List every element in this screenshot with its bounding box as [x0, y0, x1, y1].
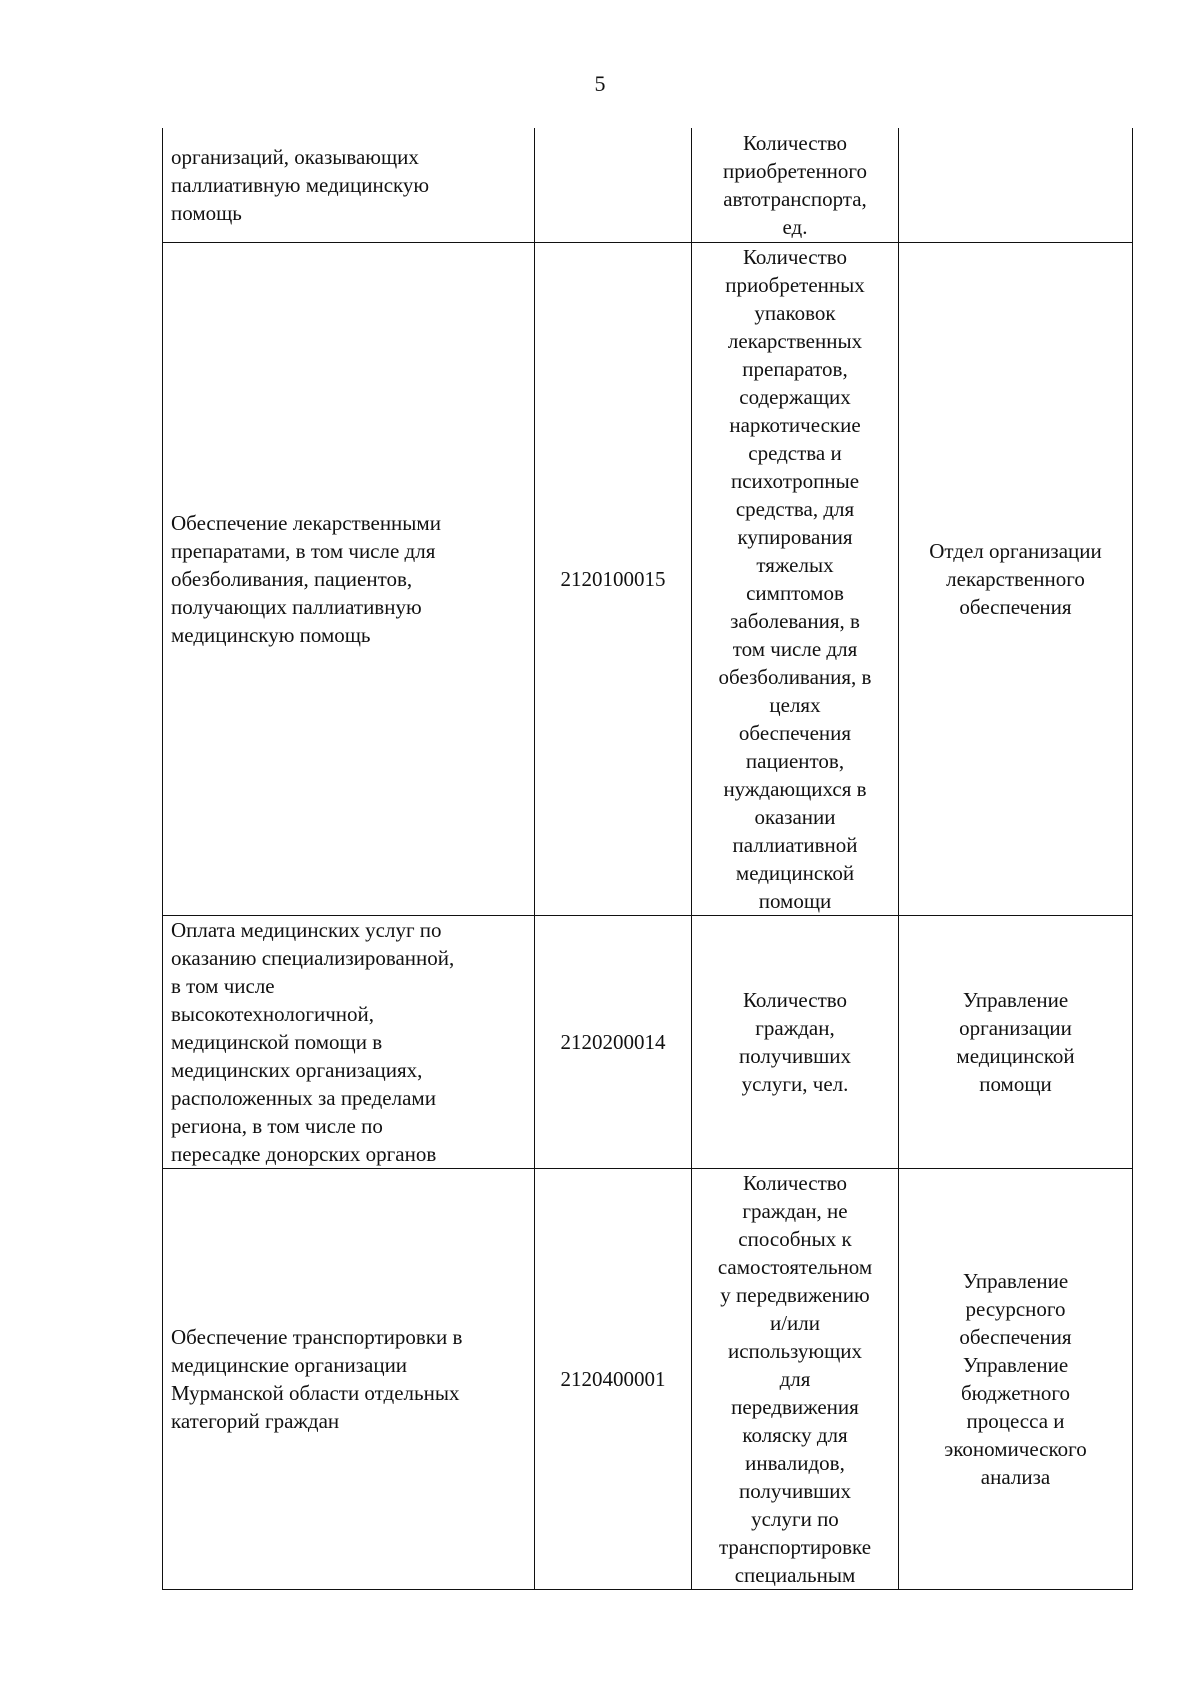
- budget-code-cell: [535, 128, 692, 242]
- budget-code-cell: 2120200014: [535, 915, 692, 1168]
- activity-name-cell: Обеспечение лекарственными препаратами, в том числе для обезболивания, пациентов, получающих паллиативную медицинскую помощь: [163, 242, 535, 915]
- indicator-cell: Количество приобретенных упаковок лекарственных препаратов, содержащих наркотические средства и психотропные средства, для купирования тяжелых симптомов заболевания, в том числе для обезболивания, в целях обеспечения пациентов, нуждающихся в оказании паллиативной медицинской помощи: [692, 242, 899, 915]
- responsible-unit-cell: Управление ресурсного обеспечения Управление бюджетного процесса и экономического анализа: [899, 1168, 1133, 1589]
- budget-code-cell: 2120100015: [535, 242, 692, 915]
- table-row: [163, 242, 1133, 915]
- table-row: [163, 128, 1133, 242]
- responsible-unit-cell: [899, 128, 1133, 242]
- program-activities-table: [162, 128, 1133, 1590]
- indicator-cell: Количество граждан, получивших услуги, чел.: [692, 915, 899, 1168]
- indicator-cell: Количество граждан, не способных к самостоятельном у передвижению и/или использующих для передвижения коляску для инвалидов, получивших услуги по транспортировке специальным: [692, 1168, 899, 1589]
- responsible-unit-cell: Отдел организации лекарственного обеспечения: [899, 242, 1133, 915]
- responsible-unit-cell: Управление организации медицинской помощи: [899, 915, 1133, 1168]
- table-row: [163, 915, 1133, 1168]
- budget-code-cell: 2120400001: [535, 1168, 692, 1589]
- page-number: 5: [594, 71, 606, 96]
- activity-name-cell: организаций, оказывающих паллиативную медицинскую помощь: [163, 128, 535, 242]
- table-row: [163, 1168, 1133, 1589]
- indicator-cell: Количество приобретенного автотранспорта, ед.: [692, 128, 899, 242]
- activity-name-cell: Оплата медицинских услуг по оказанию специализированной, в том числе высокотехнологичной, медицинской помощи в медицинских организациях, расположенных за пределами региона, в том числе по пересадке донорских органов: [163, 915, 535, 1168]
- activity-name-cell: Обеспечение транспортировки в медицинские организации Мурманской области отдельных категорий граждан: [163, 1168, 535, 1589]
